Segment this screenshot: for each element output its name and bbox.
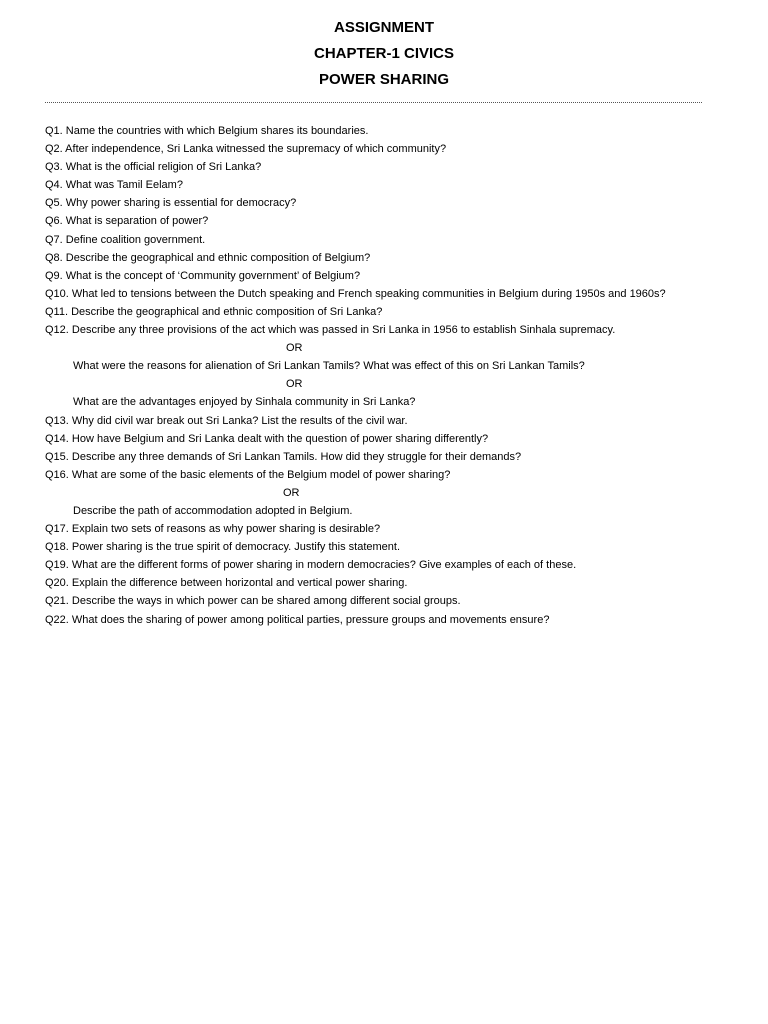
- question-19: Q19. What are the different forms of power sharing in modern democracies? Give examples of each of these.: [45, 559, 577, 572]
- question-13: Q13. Why did civil war break out Sri Lanka? List the results of the civil war.: [45, 414, 408, 427]
- question-6: Q6. What is separation of power?: [45, 215, 209, 228]
- question-16-alternative: Describe the path of accommodation adopted in Belgium.: [73, 504, 353, 517]
- question-20: Q20. Explain the difference between horizontal and vertical power sharing.: [45, 577, 408, 590]
- question-16: Q16. What are some of the basic elements of the Belgium model of power sharing?: [45, 468, 451, 481]
- question-list: [45, 122, 735, 629]
- topic-heading: POWER SHARING: [318, 71, 449, 88]
- question-4: Q4. What was Tamil Eelam?: [45, 179, 183, 192]
- or-separator: OR: [283, 486, 300, 499]
- question-18: Q18. Power sharing is the true spirit of democracy. Justify this statement.: [45, 541, 400, 554]
- question-9: Q9. What is the concept of ‘Community government’ of Belgium?: [45, 269, 361, 282]
- dotted-divider: [45, 102, 702, 103]
- or-separator: OR: [286, 342, 303, 355]
- question-10: Q10. What led to tensions between the Dutch speaking and French speaking communities in Belgium during 1950s and 1960s?: [45, 287, 666, 300]
- question-11: Q11. Describe the geographical and ethnic composition of Sri Lanka?: [45, 305, 383, 318]
- question-15: Q15. Describe any three demands of Sri Lankan Tamils. How did they struggle for their demands?: [45, 450, 522, 463]
- question-12-alternative-1: What were the reasons for alienation of Sri Lankan Tamils? What was effect of this on Sri Lankan Tamils?: [73, 360, 585, 373]
- question-21: Q21. Describe the ways in which power can be shared among different social groups.: [45, 595, 461, 608]
- question-2: Q2. After independence, Sri Lanka witnessed the supremacy of which community?: [45, 143, 447, 156]
- question-12-alternative-2: What are the advantages enjoyed by Sinhala community in Sri Lanka?: [73, 396, 416, 409]
- question-22: Q22. What does the sharing of power among political parties, pressure groups and movements ensure?: [45, 613, 550, 626]
- question-5: Q5. Why power sharing is essential for democracy?: [45, 197, 297, 210]
- question-12: Q12. Describe any three provisions of the act which was passed in Sri Lanka in 1956 to establish Sinhala supremacy.: [45, 324, 616, 337]
- question-8: Q8. Describe the geographical and ethnic composition of Belgium?: [45, 251, 371, 264]
- question-7: Q7. Define coalition government.: [45, 233, 206, 246]
- or-separator: OR: [286, 378, 303, 391]
- question-14: Q14. How have Belgium and Sri Lanka dealt with the question of power sharing differently?: [45, 432, 489, 445]
- document-title: ASSIGNMENT: [333, 19, 434, 36]
- question-17: Q17. Explain two sets of reasons as why power sharing is desirable?: [45, 523, 381, 536]
- question-3: Q3. What is the official religion of Sri Lanka?: [45, 161, 262, 174]
- chapter-heading: CHAPTER-1 CIVICS: [313, 45, 455, 62]
- question-1: Q1. Name the countries with which Belgium shares its boundaries.: [45, 125, 369, 137]
